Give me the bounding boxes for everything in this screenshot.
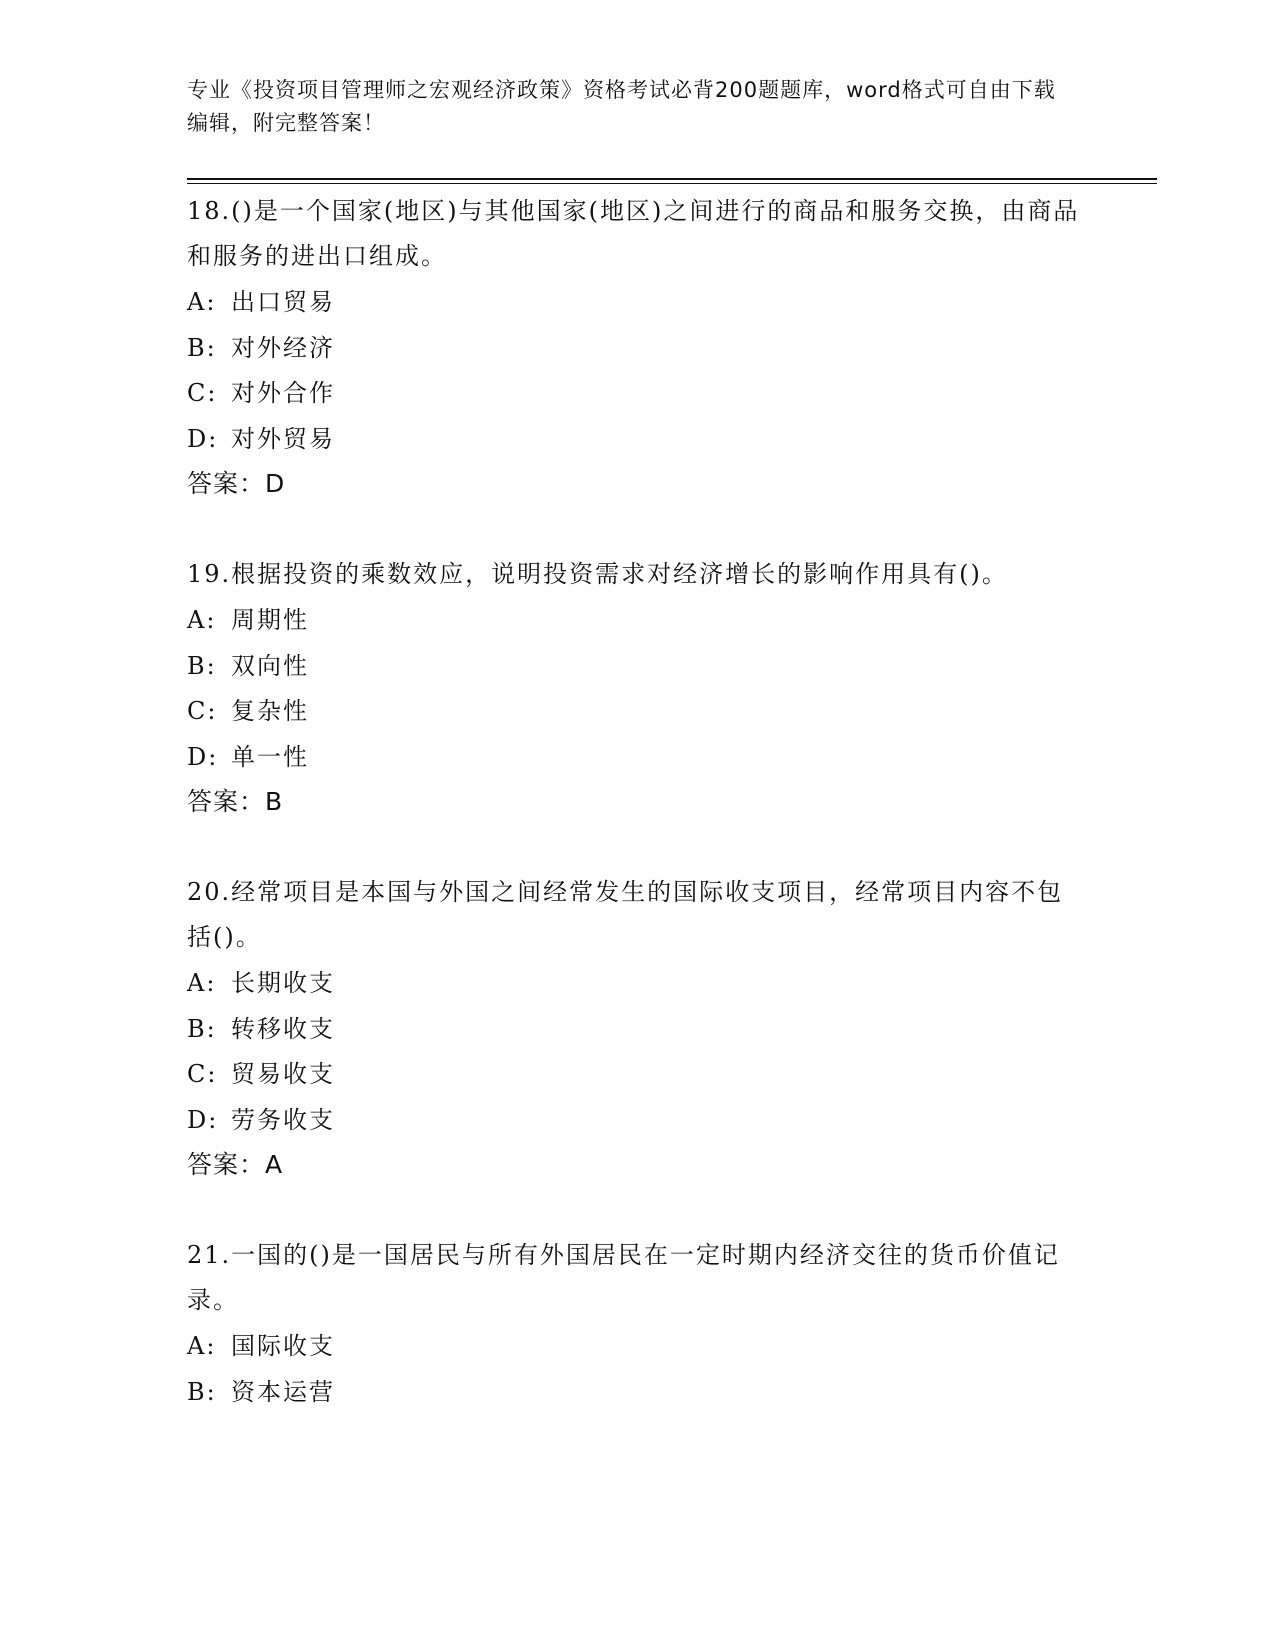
option-text: 周期性 — [231, 606, 309, 634]
option-key: D: — [187, 742, 219, 771]
option-key: B: — [187, 651, 217, 680]
option-text: 复杂性 — [231, 697, 309, 725]
option-a — [187, 960, 1087, 1006]
question-item — [187, 1233, 1087, 1414]
question-list — [187, 189, 1087, 1459]
option-text: 资本运营 — [231, 1377, 335, 1406]
option-key: C: — [187, 697, 218, 725]
option-b — [187, 1006, 1087, 1052]
option-text: 劳务收支 — [231, 1105, 335, 1134]
option-text: 国际收支 — [231, 1332, 335, 1360]
option-text: 对外合作 — [231, 379, 335, 407]
option-text: 对外贸易 — [231, 424, 335, 453]
option-key: A: — [187, 1332, 217, 1360]
option-text: 贸易收支 — [231, 1060, 335, 1088]
question-item — [187, 870, 1087, 1188]
option-key: D: — [187, 424, 219, 453]
option-key: A: — [187, 606, 217, 634]
header-divider-thin — [187, 183, 1157, 184]
question-item — [187, 189, 1087, 507]
option-d — [187, 416, 1087, 462]
option-text: 对外经济 — [231, 333, 335, 362]
option-text: 双向性 — [231, 651, 309, 680]
option-a — [187, 1323, 1087, 1369]
option-c — [187, 370, 1087, 416]
option-a — [187, 279, 1087, 325]
question-stem: 18.()是一个国家(地区)与其他国家(地区)之间进行的商品和服务交换，由商品和服务的进出口组成。 — [187, 197, 1080, 270]
option-key: A: — [187, 288, 217, 316]
option-c — [187, 688, 1087, 734]
option-a — [187, 597, 1087, 643]
question-stem: 21.一国的()是一国居民与所有外国居民在一定时期内经济交往的货币价值记录。 — [187, 1241, 1060, 1314]
option-key: B: — [187, 333, 217, 362]
option-text: 单一性 — [231, 742, 309, 771]
option-b — [187, 325, 1087, 371]
option-key: B: — [187, 1014, 217, 1043]
question-stem: 19.根据投资的乘数效应，说明投资需求对经济增长的影响作用具有()。 — [187, 560, 1008, 588]
document-header: 专业《投资项目管理师之宏观经济政策》资格考试必背200题题库，word格式可自由下载编辑，附完整答案！ — [187, 78, 1056, 135]
answer-line: 答案：D — [187, 469, 286, 498]
option-b — [187, 643, 1087, 689]
option-d — [187, 1097, 1087, 1143]
option-text: 出口贸易 — [231, 288, 335, 316]
question-item — [187, 552, 1087, 825]
header-divider-thick — [187, 178, 1157, 180]
option-text: 转移收支 — [231, 1014, 335, 1043]
option-b — [187, 1369, 1087, 1415]
option-key: C: — [187, 379, 218, 407]
option-key: A: — [187, 969, 217, 997]
question-stem: 20.经常项目是本国与外国之间经常发生的国际收支项目，经常项目内容不包括()。 — [187, 878, 1064, 951]
option-text: 长期收支 — [231, 969, 335, 997]
option-key: C: — [187, 1060, 218, 1088]
answer-line: 答案：A — [187, 1150, 284, 1179]
answer-line: 答案：B — [187, 787, 284, 816]
option-d — [187, 734, 1087, 780]
option-c — [187, 1051, 1087, 1097]
option-key: B: — [187, 1377, 217, 1406]
option-key: D: — [187, 1105, 219, 1134]
